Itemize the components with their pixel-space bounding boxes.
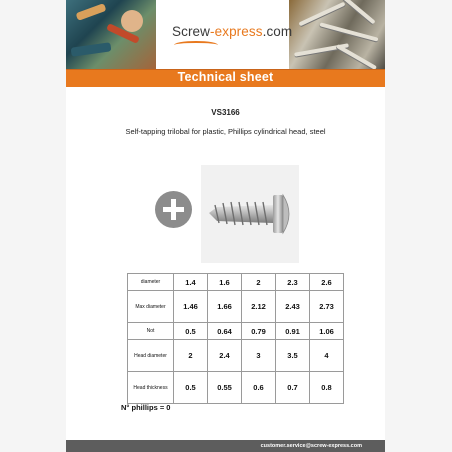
screw-photo bbox=[201, 165, 299, 263]
table-cell: 1.06 bbox=[310, 323, 344, 340]
table-row bbox=[128, 323, 344, 340]
table-cell: 1.4 bbox=[174, 274, 208, 291]
logo-swoosh bbox=[174, 41, 218, 49]
spec-table bbox=[127, 273, 344, 404]
table-cell: 2.73 bbox=[310, 291, 344, 323]
table-row bbox=[128, 274, 344, 291]
table-cell: 4 bbox=[310, 340, 344, 372]
sheet-title: Technical sheet bbox=[177, 70, 274, 84]
brand-logo: Screw-express.com bbox=[172, 24, 293, 39]
row-label: Head thickness bbox=[128, 372, 174, 404]
tools-photo bbox=[66, 0, 156, 69]
technical-sheet-page bbox=[66, 0, 385, 452]
table-cell: 1.46 bbox=[174, 291, 208, 323]
contact-email: customer.service@screw-express.com bbox=[260, 443, 362, 449]
table-cell: 0.64 bbox=[208, 323, 242, 340]
row-label: diameter bbox=[128, 274, 174, 291]
table-cell: 1.66 bbox=[208, 291, 242, 323]
header-banner bbox=[66, 0, 385, 69]
table-cell: 3.5 bbox=[276, 340, 310, 372]
footer-bar bbox=[66, 440, 385, 452]
table-cell: 2.12 bbox=[242, 291, 276, 323]
row-label: Head diameter bbox=[128, 340, 174, 372]
table-cell: 0.5 bbox=[174, 323, 208, 340]
table-cell: 2 bbox=[242, 274, 276, 291]
screws-photo bbox=[289, 0, 385, 69]
table-cell: 2.43 bbox=[276, 291, 310, 323]
table-cell: 0.6 bbox=[242, 372, 276, 404]
table-cell: 0.79 bbox=[242, 323, 276, 340]
table-cell: 2.4 bbox=[208, 340, 242, 372]
table-cell: 0.5 bbox=[174, 372, 208, 404]
table-cell: 3 bbox=[242, 340, 276, 372]
table-cell: 0.91 bbox=[276, 323, 310, 340]
table-row bbox=[128, 340, 344, 372]
table-cell: 2.3 bbox=[276, 274, 310, 291]
product-reference: VS3166 bbox=[211, 108, 240, 117]
row-label: Max diameter bbox=[128, 291, 174, 323]
row-label: Not bbox=[128, 323, 174, 340]
product-description: Self-tapping trilobal for plastic, Phillips cylindrical head, steel bbox=[125, 127, 326, 136]
table-cell: 0.7 bbox=[276, 372, 310, 404]
table-row bbox=[128, 372, 344, 404]
table-cell: 2.6 bbox=[310, 274, 344, 291]
table-cell: 0.55 bbox=[208, 372, 242, 404]
table-cell: 0.8 bbox=[310, 372, 344, 404]
table-row bbox=[128, 291, 344, 323]
table-cell: 1.6 bbox=[208, 274, 242, 291]
table-cell: 2 bbox=[174, 340, 208, 372]
plus-icon bbox=[155, 191, 192, 228]
screw-illustration bbox=[201, 165, 299, 263]
phillips-number: N° phillips = 0 bbox=[121, 403, 171, 412]
